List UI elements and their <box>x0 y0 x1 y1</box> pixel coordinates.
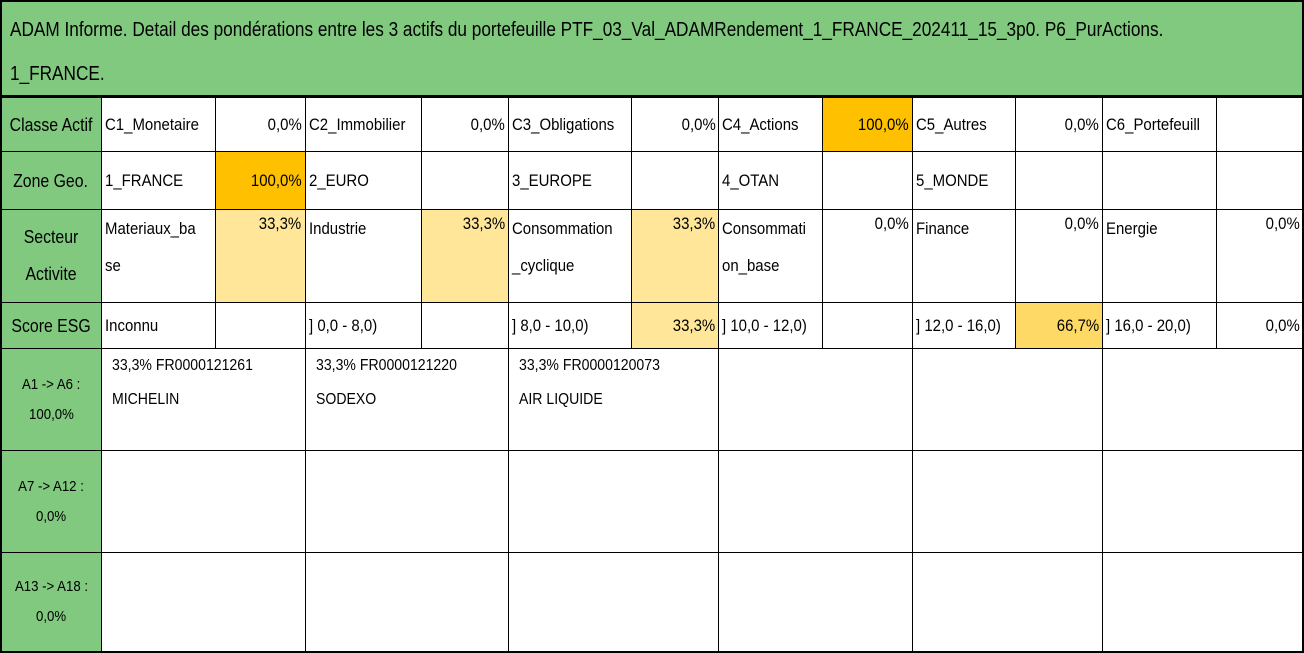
row-classe-actif <box>1 98 1304 152</box>
zone-1-value: 100,0% <box>215 152 305 210</box>
zone-6-value <box>1216 152 1303 210</box>
classe-c3-value: 0,0% <box>632 98 719 152</box>
holding-empty-6 <box>1103 349 1304 451</box>
classe-c6-value <box>1216 98 1303 152</box>
holding-empty-4 <box>719 349 912 451</box>
group-a7-a12-header: A7 -> A12 : 0,0% <box>1 451 102 553</box>
holding-empty <box>305 553 509 652</box>
esg-2-value <box>422 303 509 349</box>
zone-2-value <box>422 152 509 210</box>
zone-6-label <box>1103 152 1217 210</box>
secteur-6-label: Energie <box>1103 210 1217 303</box>
zone-5-label: 5_MONDE <box>912 152 1015 210</box>
esg-4-value <box>822 303 912 349</box>
row-secteur-activite <box>1 210 1304 303</box>
esg-5-value: 66,7% <box>1016 303 1103 349</box>
classe-c1-value: 0,0% <box>215 98 305 152</box>
secteur-header: Secteur Activite <box>1 210 102 303</box>
secteur-4-label: Consommation_base <box>719 210 822 303</box>
holding-empty <box>912 451 1102 553</box>
esg-6-value: 0,0% <box>1216 303 1303 349</box>
classe-c1-label: C1_Monetaire <box>102 98 216 152</box>
esg-6-label: ] 16,0 - 20,0) <box>1103 303 1217 349</box>
zone-3-value <box>632 152 719 210</box>
holding-sodexo: 33,3% FR0000121220 SODEXO <box>305 349 509 451</box>
classe-c5-value: 0,0% <box>1016 98 1103 152</box>
zone-5-value <box>1016 152 1103 210</box>
holding-air-liquide: 33,3% FR0000120073 AIR LIQUIDE <box>509 349 719 451</box>
secteur-3-label: Consommation_cyclique <box>509 210 632 303</box>
esg-1-label: Inconnu <box>102 303 216 349</box>
zone-4-value <box>822 152 912 210</box>
classe-c5-label: C5_Autres <box>912 98 1015 152</box>
row-group-a1-a6 <box>1 349 1304 451</box>
row-group-a7-a12 <box>1 451 1304 553</box>
esg-3-label: ] 8,0 - 10,0) <box>509 303 632 349</box>
secteur-1-value: 33,3% <box>215 210 305 303</box>
row-score-esg <box>1 303 1304 349</box>
esg-4-label: ] 10,0 - 12,0) <box>719 303 822 349</box>
score-esg-header: Score ESG <box>1 303 102 349</box>
classe-c2-value: 0,0% <box>422 98 509 152</box>
holding-empty <box>102 553 306 652</box>
classe-c4-label: C4_Actions <box>719 98 822 152</box>
esg-5-label: ] 12,0 - 16,0) <box>912 303 1015 349</box>
secteur-4-value: 0,0% <box>822 210 912 303</box>
esg-3-value: 33,3% <box>632 303 719 349</box>
holding-empty <box>912 553 1102 652</box>
zone-2-label: 2_EURO <box>305 152 422 210</box>
classe-c2-label: C2_Immobilier <box>305 98 422 152</box>
holding-empty <box>1103 553 1304 652</box>
holding-empty <box>305 451 509 553</box>
secteur-3-value: 33,3% <box>632 210 719 303</box>
group-a1-a6-header: A1 -> A6 : 100,0% <box>1 349 102 451</box>
holding-empty-5 <box>912 349 1102 451</box>
holding-empty <box>509 553 719 652</box>
group-a13-a18-header: A13 -> A18 : 0,0% <box>1 553 102 652</box>
holding-empty <box>509 451 719 553</box>
report-title-line-2: 1_FRANCE. <box>10 63 105 85</box>
secteur-5-label: Finance <box>912 210 1015 303</box>
holding-empty <box>1103 451 1304 553</box>
classe-c3-label: C3_Obligations <box>509 98 632 152</box>
secteur-2-label: Industrie <box>305 210 422 303</box>
secteur-5-value: 0,0% <box>1016 210 1103 303</box>
zone-1-label: 1_FRANCE <box>102 152 216 210</box>
zone-4-label: 4_OTAN <box>719 152 822 210</box>
classe-c4-value: 100,0% <box>822 98 912 152</box>
secteur-1-label: Materiaux_base <box>102 210 216 303</box>
secteur-6-value: 0,0% <box>1216 210 1303 303</box>
esg-1-value <box>215 303 305 349</box>
holding-michelin: 33,3% FR0000121261 MICHELIN <box>102 349 306 451</box>
allocation-table <box>0 97 1304 652</box>
esg-2-label: ] 0,0 - 8,0) <box>305 303 422 349</box>
holding-empty <box>102 451 306 553</box>
holding-empty <box>719 451 912 553</box>
row-zone-geo <box>1 152 1304 210</box>
holding-empty <box>719 553 912 652</box>
report-title-banner <box>0 0 1304 97</box>
secteur-2-value: 33,3% <box>422 210 509 303</box>
row-group-a13-a18 <box>1 553 1304 652</box>
report-title-line-1: ADAM Informe. Detail des pondérations entre les 3 actifs du portefeuille PTF_03_Val_ADAMRendement_1_FRANCE_202411_15_3p0. P6_PurActions. <box>10 19 1164 41</box>
zone-3-label: 3_EUROPE <box>509 152 632 210</box>
classe-c6-label: C6_Portefeuill <box>1103 98 1217 152</box>
zone-geo-header: Zone Geo. <box>1 152 102 210</box>
classe-actif-header: Classe Actif <box>1 98 102 152</box>
